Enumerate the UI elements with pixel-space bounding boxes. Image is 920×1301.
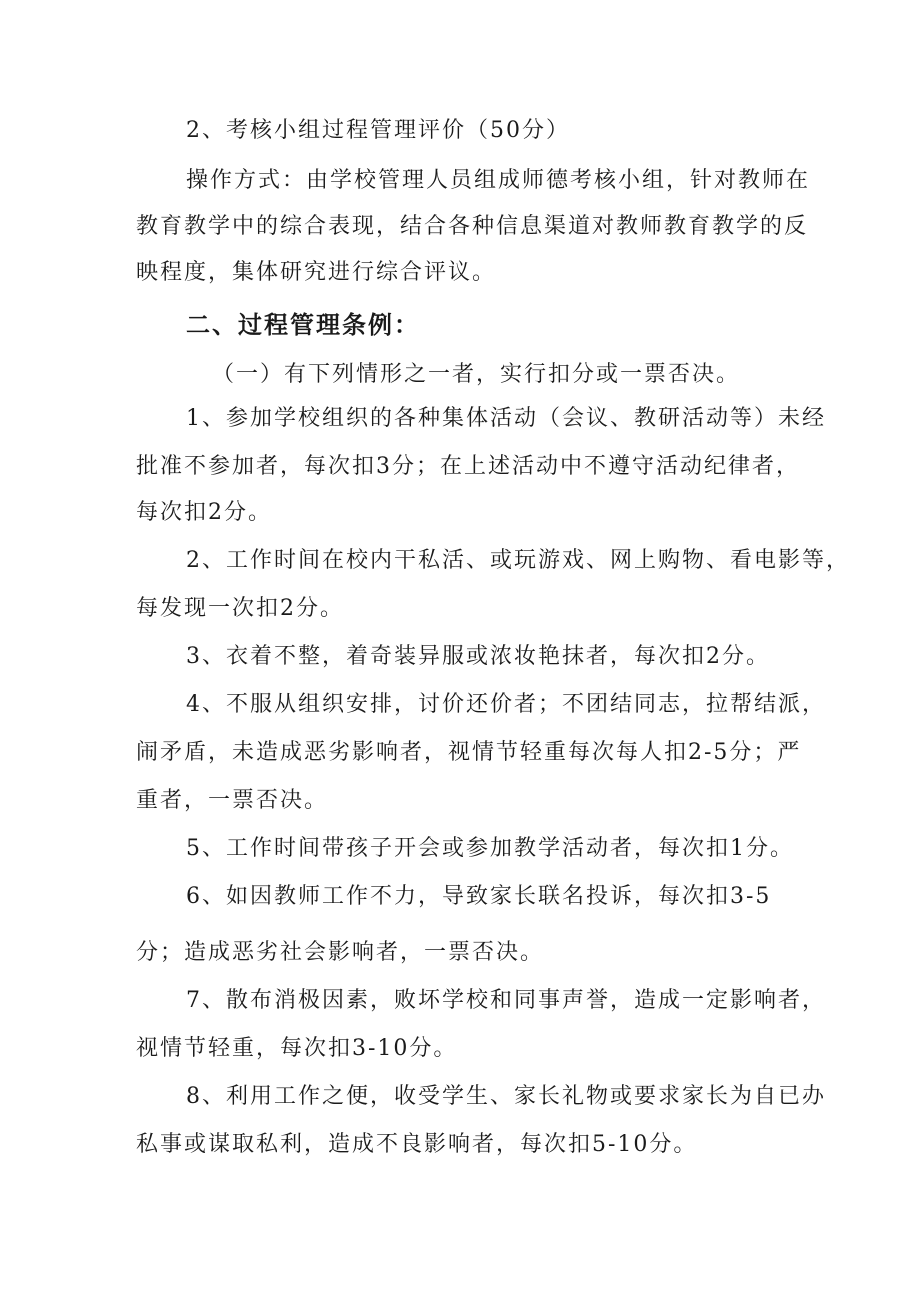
- paragraph-line: 重者，一票否决。: [136, 788, 329, 813]
- rule-item-2: 2、工作时间在校内干私活、或玩游戏、网上购物、看电影等，: [186, 548, 850, 573]
- paragraph-line: 映程度，集体研究进行综合评议。: [136, 260, 497, 285]
- rule-item-4: 4、不服从组织安排，讨价还价者；不团结同志，拉帮结派，: [186, 692, 826, 717]
- section-item-2-title: 2、考核小组过程管理评价（50分）: [186, 118, 570, 143]
- rule-item-8: 8、利用工作之便，收受学生、家长礼物或要求家长为自已办: [186, 1084, 826, 1109]
- rule-item-1: 1、参加学校组织的各种集体活动（会议、教研活动等）未经: [186, 406, 826, 431]
- paragraph-line: 教育教学中的综合表现，结合各种信息渠道对教师教育教学的反: [136, 214, 809, 239]
- rule-item-6: 6、如因教师工作不力，导致家长联名投诉，每次扣3-5: [186, 884, 772, 909]
- paragraph-line: 批准不参加者，每次扣3分；在上述活动中不遵守活动纪律者，: [136, 454, 800, 479]
- paragraph-line: 每次扣2分。: [136, 500, 272, 525]
- subsection-heading: （一）有下列情形之一者，实行扣分或一票否决。: [212, 362, 741, 387]
- rule-item-3: 3、衣着不整，着奇装异服或浓妆艳抹者，每次扣2分。: [186, 644, 770, 669]
- paragraph-line: 闹矛盾，未造成恶劣影响者，视情节轻重每次每人扣2-5分；严: [136, 740, 802, 765]
- paragraph-line: 每发现一次扣2分。: [136, 596, 344, 621]
- paragraph-line: 私事或谋取私利，造成不良影响者，每次扣5-10分。: [136, 1132, 698, 1157]
- paragraph-line: 视情节轻重，每次扣3-10分。: [136, 1036, 458, 1061]
- paragraph-line: 分；造成恶劣社会影响者，一票否决。: [136, 940, 545, 965]
- rule-item-7: 7、散布消极因素，败坏学校和同事声誉，造成一定影响者，: [186, 988, 826, 1013]
- section-heading: 二、过程管理条例：: [186, 311, 420, 339]
- rule-item-5: 5、工作时间带孩子开会或参加教学活动者，每次扣1分。: [186, 836, 794, 861]
- paragraph-line: 操作方式：由学校管理人员组成师德考核小组，针对教师在: [186, 168, 811, 193]
